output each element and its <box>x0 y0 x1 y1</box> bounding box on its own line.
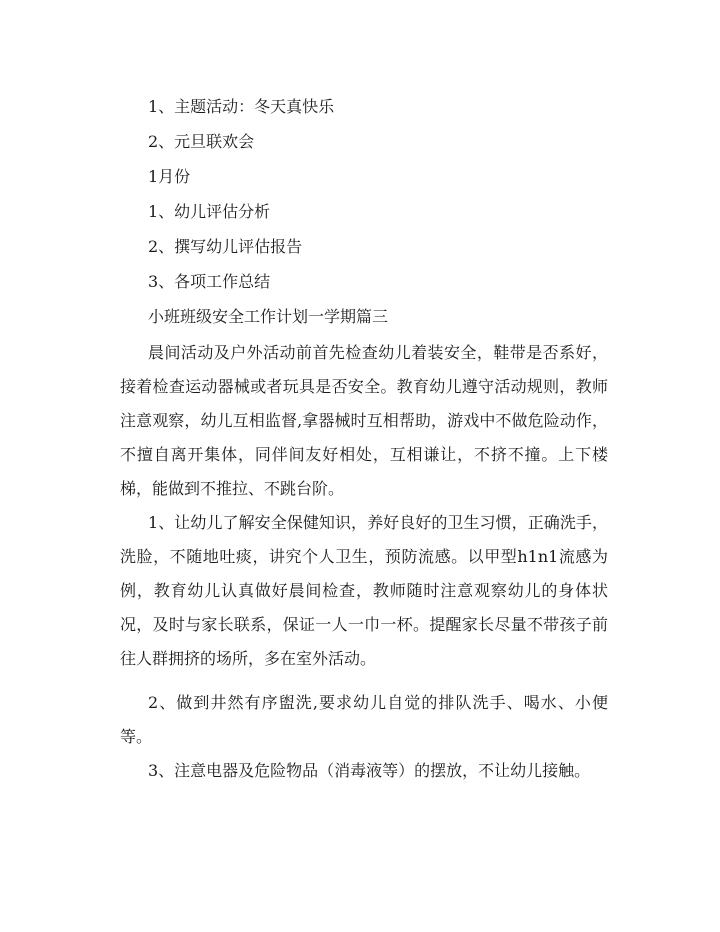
plan-item-assessment-report: 2、撰写幼儿评估报告 <box>148 237 303 256</box>
plan-item-work-summary: 3、各项工作总结 <box>148 272 271 291</box>
paragraph-morning-activity-safety: 晨间活动及户外活动前首先检查幼儿着装安全，鞋带是否系好，接着检查运动器械或者玩具是否安全。教育幼儿遵守活动规则，教师注意观察，幼儿互相监督,拿器械时互相帮助，游戏中不做危险动作，不擅自离开集体，同伴间友好相处，互相谦让，不挤不撞。上下楼梯，能做到不推拉、不跳台阶。 <box>120 343 608 498</box>
paragraph-health-hygiene: 1、让幼儿了解安全保健知识，养好良好的卫生习惯，正确洗手，洗脸，不随地吐痰，讲究个人卫生，预防流感。以甲型h1n1流感为例，教育幼儿认真做好晨间检查，教师随时注意观察幼儿的身体状况，及时与家长联系，保证一人一巾一杯。提醒家长尽量不带孩子前往人群拥挤的场所，多在室外活动。 <box>120 513 608 668</box>
paragraph-washing-order: 2、做到井然有序盥洗,要求幼儿自觉的排队洗手、喝水、小便等。 <box>120 693 608 746</box>
paragraph-dangerous-items: 3、注意电器及危险物品（消毒液等）的摆放，不让幼儿接触。 <box>148 761 591 780</box>
plan-item-theme-activity: 1、主题活动：冬天真快乐 <box>148 97 335 116</box>
section-title: 小班班级安全工作计划一学期篇三 <box>148 307 389 326</box>
month-heading-january: 1月份 <box>148 167 191 186</box>
plan-item-new-year-party: 2、元旦联欢会 <box>148 132 255 151</box>
plan-item-child-assessment: 1、幼儿评估分析 <box>148 202 271 221</box>
